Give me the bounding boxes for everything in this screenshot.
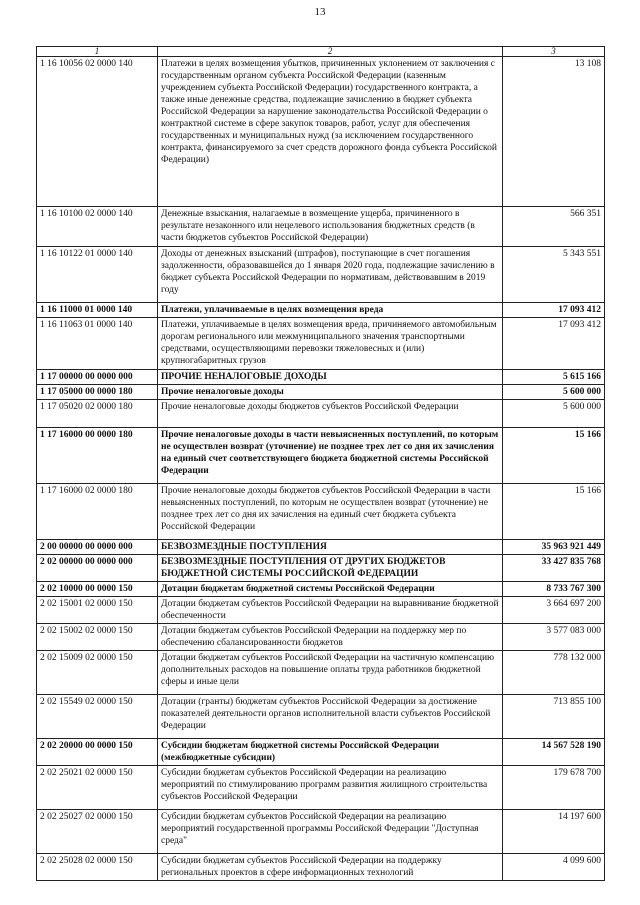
table-row: [37, 57, 605, 207]
row-code: 2 02 00000 00 0000 000: [37, 555, 158, 582]
table-row: [37, 207, 605, 247]
table-row: [37, 247, 605, 303]
row-amount: 35 963 921 449: [503, 540, 605, 555]
row-amount: 713 855 100: [503, 695, 605, 739]
header-col-1: 1: [37, 47, 158, 57]
row-code: 2 02 15002 02 0000 150: [37, 624, 158, 651]
row-name: БЕЗВОЗМЕЗДНЫЕ ПОСТУПЛЕНИЯ ОТ ДРУГИХ БЮДЖЕТОВ БЮДЖЕТНОЙ СИСТЕМЫ РОССИЙСКОЙ ФЕДЕРАЦИИ: [158, 555, 503, 582]
table-row: [37, 854, 605, 881]
table-row: [37, 428, 605, 484]
table-row: [37, 318, 605, 370]
table-row: [37, 540, 605, 555]
row-name: Прочие неналоговые доходы бюджетов субъектов Российской Федерации в части невыясненных поступлений, по которым не осуществлен возврат (уточнение) не позднее трех лет со дня их зачисления на единый счет бюджета субъекта Российской Федерации: [158, 484, 503, 540]
row-name: БЕЗВОЗМЕЗДНЫЕ ПОСТУПЛЕНИЯ: [158, 540, 503, 555]
header-col-3: 3: [503, 47, 605, 57]
row-code: 1 17 16000 00 0000 180: [37, 428, 158, 484]
header-col-2: 2: [158, 47, 503, 57]
row-name: Доходы от денежных взысканий (штрафов), поступающие в счет погашения задолженности, образовавшейся до 1 января 2020 года, подлежащие зачислению в бюджет субъекта Российской Федерации по нормативам, действовавшим в 2019 году: [158, 247, 503, 303]
row-name: Платежи, уплачиваемые в целях возмещения вреда: [158, 303, 503, 318]
table-row: [37, 582, 605, 597]
row-name: Прочие неналоговые доходы в части невыясненных поступлений, по которым не осуществлен возврат (уточнение) не позднее трех лет со дня их зачисления на единый счет соответствующего бюджета бюджетной системы Российской Федерации: [158, 428, 503, 484]
row-name: Прочие неналоговые доходы бюджетов субъектов Российской Федерации: [158, 400, 503, 428]
row-name: Денежные взыскания, налагаемые в возмещение ущерба, причиненного в результате незаконного или нецелевого использования бюджетных средств (в части бюджетов субъектов Российской Федерации): [158, 207, 503, 247]
row-amount: 4 099 600: [503, 854, 605, 881]
row-amount: 15 166: [503, 484, 605, 540]
table-row: [37, 400, 605, 428]
row-code: 1 16 10122 01 0000 140: [37, 247, 158, 303]
row-code: 1 16 10100 02 0000 140: [37, 207, 158, 247]
row-code: 1 16 11063 01 0000 140: [37, 318, 158, 370]
row-amount: 33 427 835 768: [503, 555, 605, 582]
row-code: 2 02 15549 02 0000 150: [37, 695, 158, 739]
row-code: 1 17 16000 02 0000 180: [37, 484, 158, 540]
row-name: Субсидии бюджетам субъектов Российской Федерации на реализацию мероприятий государственной программы Российской Федерации "Доступная среда": [158, 810, 503, 854]
row-code: 2 02 20000 00 0000 150: [37, 739, 158, 766]
row-code: 1 16 10056 02 0000 140: [37, 57, 158, 207]
row-name: Дотации бюджетам бюджетной системы Российской Федерации: [158, 582, 503, 597]
row-amount: 15 166: [503, 428, 605, 484]
row-amount: 5 615 166: [503, 370, 605, 385]
row-code: 2 02 10000 00 0000 150: [37, 582, 158, 597]
row-amount: 17 093 412: [503, 318, 605, 370]
row-name: Дотации бюджетам субъектов Российской Федерации на выравнивание бюджетной обеспеченности: [158, 597, 503, 624]
table-row: [37, 385, 605, 400]
row-code: 2 02 15009 02 0000 150: [37, 651, 158, 695]
row-code: 1 17 05000 00 0000 180: [37, 385, 158, 400]
row-name: Платежи, уплачиваемые в целях возмещения вреда, причиняемого автомобильным дорогам регионального или межмуниципального значения транспортными средствами, осуществляющими перевозки тяжеловесных и (или) крупногабаритных грузов: [158, 318, 503, 370]
row-amount: 14 197 600: [503, 810, 605, 854]
row-amount: 3 577 083 000: [503, 624, 605, 651]
table-row: [37, 739, 605, 766]
table-row: [37, 597, 605, 624]
table-row: [37, 555, 605, 582]
row-name: Платежи в целях возмещения убытков, причиненных уклонением от заключения с государственным органом субъекта Российской Федерации (казенным учреждением субъекта Российской Федерации) государственного контракта, а также иные денежные средства, подлежащие зачислению в бюджет субъекта Российской Федерации за нарушение законодательства Российской Федерации о контрактной системе в сфере закупок товаров, работ, услуг для обеспечения государственных и муниципальных нужд (за исключением государственного контракта, финансируемого за счет средств дорожного фонда субъекта Российской Федерации): [158, 57, 503, 207]
table-row: [37, 651, 605, 695]
table-row: [37, 695, 605, 739]
table-row: [37, 810, 605, 854]
table-row: [37, 370, 605, 385]
row-amount: 5 343 551: [503, 247, 605, 303]
row-name: Субсидии бюджетам бюджетной системы Российской Федерации (межбюджетные субсидии): [158, 739, 503, 766]
row-name: ПРОЧИЕ НЕНАЛОГОВЫЕ ДОХОДЫ: [158, 370, 503, 385]
row-name: Дотации бюджетам субъектов Российской Федерации на частичную компенсацию дополнительных расходов на повышение оплаты труда работников бюджетной сферы и иные цели: [158, 651, 503, 695]
row-code: 1 16 11000 01 0000 140: [37, 303, 158, 318]
row-amount: 5 600 000: [503, 385, 605, 400]
row-code: 2 02 25028 02 0000 150: [37, 854, 158, 881]
row-code: 2 02 15001 02 0000 150: [37, 597, 158, 624]
row-amount: 5 600 000: [503, 400, 605, 428]
table-row: [37, 484, 605, 540]
row-name: Субсидии бюджетам субъектов Российской Федерации на реализацию мероприятий по стимулированию программ развития жилищного строительства субъектов Российской Федерации: [158, 766, 503, 810]
row-amount: 778 132 000: [503, 651, 605, 695]
revenue-table: [36, 46, 605, 881]
table-row: [37, 766, 605, 810]
row-name: Дотации (гранты) бюджетам субъектов Российской Федерации за достижение показателей деятельности органов исполнительной власти субъектов Российской Федерации: [158, 695, 503, 739]
row-code: 2 02 25021 02 0000 150: [37, 766, 158, 810]
row-name: Субсидии бюджетам субъектов Российской Федерации на поддержку региональных проектов в сфере информационных технологий: [158, 854, 503, 881]
row-code: 1 17 05020 02 0000 180: [37, 400, 158, 428]
row-name: Прочие неналоговые доходы: [158, 385, 503, 400]
row-code: 1 17 00000 00 0000 000: [37, 370, 158, 385]
row-code: 2 00 00000 00 0000 000: [37, 540, 158, 555]
table-header-row: [37, 47, 605, 57]
row-amount: 14 567 528 190: [503, 739, 605, 766]
row-code: 2 02 25027 02 0000 150: [37, 810, 158, 854]
row-amount: 179 678 700: [503, 766, 605, 810]
table-row: [37, 303, 605, 318]
row-amount: 566 351: [503, 207, 605, 247]
row-name: Дотации бюджетам субъектов Российской Федерации на поддержку мер по обеспечению сбалансированности бюджетов: [158, 624, 503, 651]
row-amount: 8 733 767 300: [503, 582, 605, 597]
page-number: 13: [314, 6, 326, 18]
row-amount: 13 108: [503, 57, 605, 207]
row-amount: 3 664 697 200: [503, 597, 605, 624]
table-row: [37, 624, 605, 651]
row-amount: 17 093 412: [503, 303, 605, 318]
